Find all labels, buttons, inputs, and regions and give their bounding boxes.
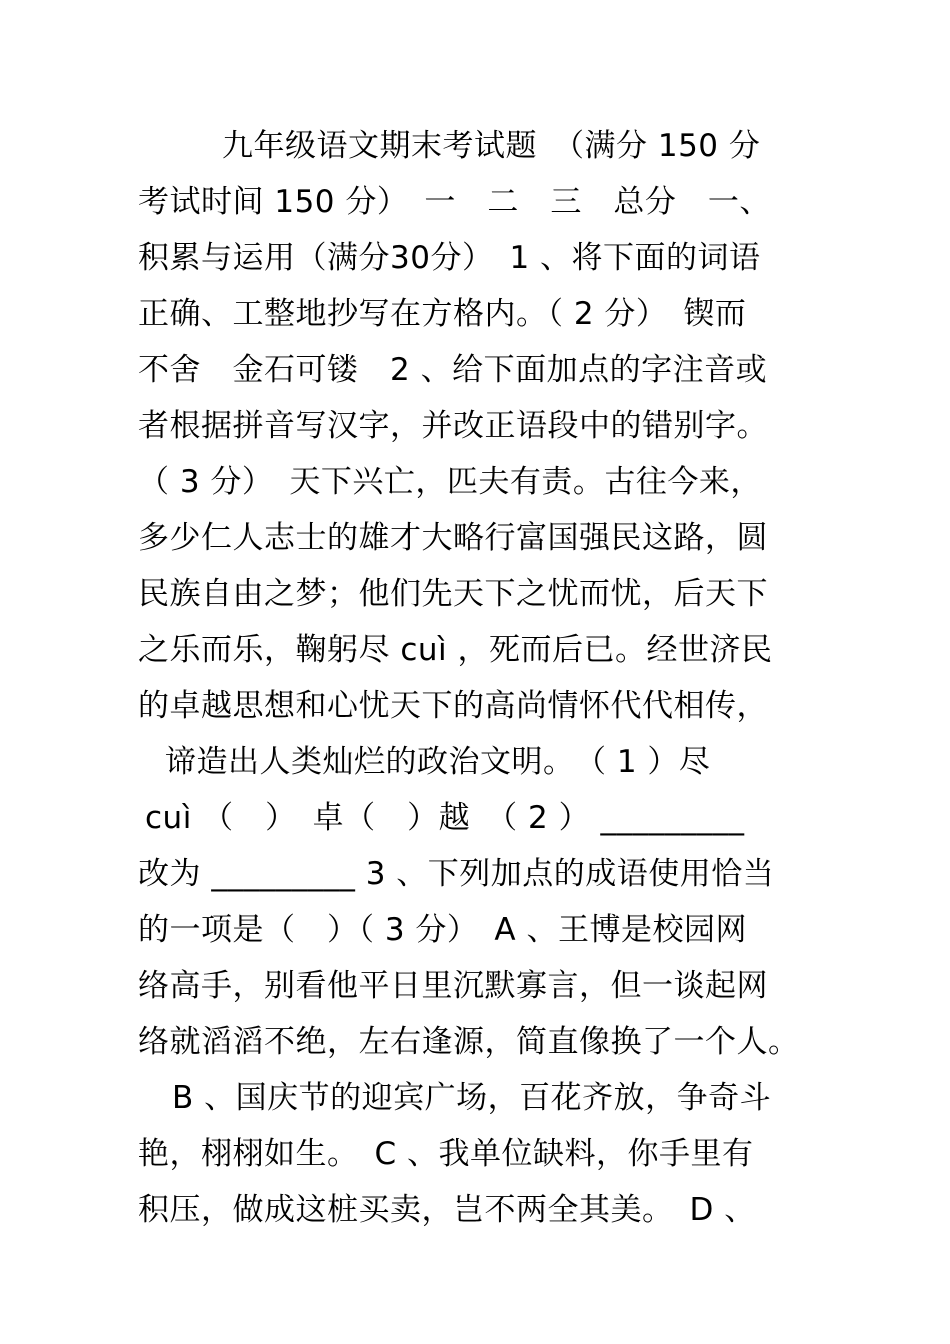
- text-line: 艳，栩栩如生。 C 、我单位缺料，你手里有: [138, 1136, 754, 1172]
- text-line: 积累与运用（满分30分） 1 、将下面的词语: [138, 240, 761, 276]
- text-line: 正确、工整地抄写在方格内。（ 2 分） 锲而: [138, 296, 747, 332]
- text-line: 者根据拼音写汉字，并改正语段中的错别字。: [138, 408, 768, 444]
- text-line: 多少仁人志士的雄才大略行富国强民这路，圆: [138, 520, 768, 556]
- text-line: 络高手，别看他平日里沉默寡言，但一谈起网: [138, 968, 768, 1004]
- text-line: 积压，做成这桩买卖，岂不两全其美。 D 、: [138, 1192, 756, 1228]
- text-line: B 、国庆节的迎宾广场，百花齐放，争奇斗: [172, 1080, 772, 1116]
- text-line: 考试时间 150 分） 一 二 三 总分 一、: [138, 184, 771, 220]
- text-line: cuì （ ） 卓（ ）越 （ 2 ） _________: [145, 800, 745, 836]
- title-line: 九年级语文期末考试题 （满分 150 分: [222, 128, 761, 164]
- text-line: 的卓越思想和心忧天下的高尚情怀代代相传，: [138, 688, 768, 724]
- text-line: 络就滔滔不绝，左右逢源，简直像换了一个人。: [138, 1024, 800, 1060]
- text-line: 不舍 金石可镂 2 、给下面加点的字注音或: [138, 352, 768, 388]
- text-line: 的一项是（ ）（ 3 分） A 、王博是校园网: [138, 912, 747, 948]
- text-line: 之乐而乐，鞠躬尽 cuì ，死而后已。经世济民: [138, 632, 773, 668]
- text-line: 谛造出人类灿烂的政治文明。 （ 1 ）尽: [165, 744, 711, 780]
- text-line: （ 3 分） 天下兴亡，匹夫有责。古往今来，: [138, 464, 762, 500]
- text-line: 改为 _________ 3 、下列加点的成语使用恰当: [138, 856, 775, 892]
- text-line: 民族自由之梦；他们先天下之忧而忧，后天下: [138, 576, 768, 612]
